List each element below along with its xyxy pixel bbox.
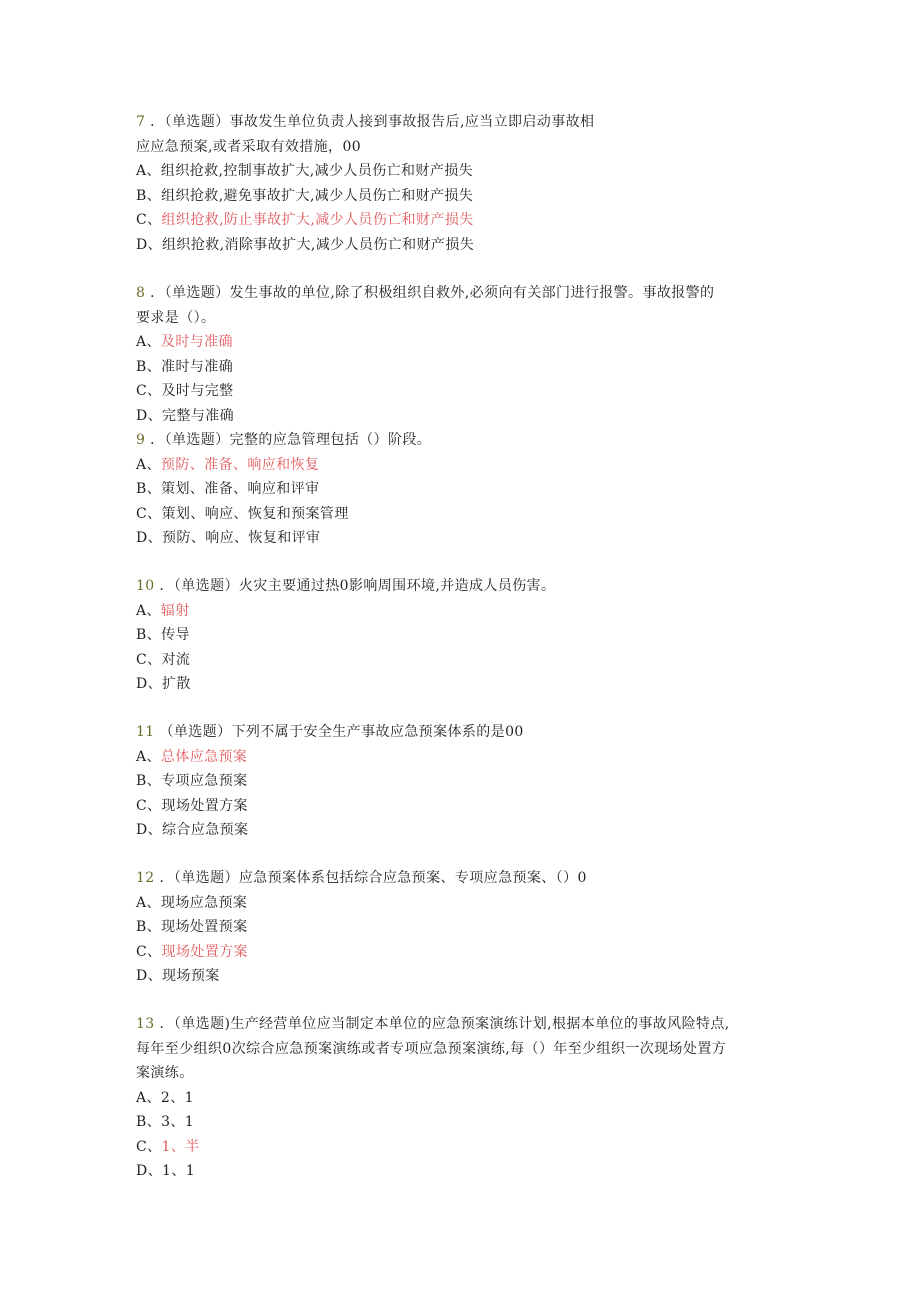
option-d xyxy=(136,672,796,697)
question-stem-line xyxy=(136,574,796,599)
option-b xyxy=(136,1110,796,1135)
question-stem-line xyxy=(136,110,796,135)
option-b xyxy=(136,355,796,380)
question-stem-line xyxy=(136,866,796,891)
question-stem-line: 应应急预案,或者采取有效措施，00 xyxy=(136,138,362,155)
question-number: 10 xyxy=(136,578,155,594)
option-text: 1、1 xyxy=(162,1163,196,1179)
option-text: 及时与完整 xyxy=(161,383,234,399)
question-stem-line xyxy=(136,428,796,453)
question-number: 7 xyxy=(136,114,146,130)
option-c xyxy=(136,379,796,404)
question-stem-text: ．（单选题）应急预案体系包括综合应急预案、专项应急预案、（）0 xyxy=(154,870,587,886)
option-text: 综合应急预案 xyxy=(162,822,249,838)
question-stem-text: （单选题）下列不属于安全生产事故应急预案体系的是00 xyxy=(154,724,524,740)
option-d xyxy=(136,964,796,989)
option-text: 组织抢救,避免事故扩大,减少人员伤亡和财产损失 xyxy=(161,187,474,204)
question-stem-line xyxy=(136,1012,796,1037)
option-d xyxy=(136,404,796,429)
option-letter: D、 xyxy=(136,676,163,692)
correct-answer-text: 总体应急预案 xyxy=(160,748,248,765)
question-stem-text: ．（单选题)生产经营单位应当制定本单位的应急预案演练计划,根据本单位的事故风险特点, xyxy=(154,1016,730,1032)
option-letter: A、 xyxy=(136,334,161,350)
option-text: 预防、响应、恢复和评审 xyxy=(162,530,321,546)
option-text: 传导 xyxy=(161,627,190,643)
option-text: 组织抢救,控制事故扩大,减少人员伤亡和财产损失 xyxy=(160,163,474,179)
option-b xyxy=(136,477,796,502)
correct-answer-text: 预防、准备、响应和恢复 xyxy=(160,456,320,473)
option-letter: D、 xyxy=(136,530,163,546)
option-letter: A、 xyxy=(136,602,161,619)
correct-answer-text: 及时与准确 xyxy=(160,334,233,350)
option-b xyxy=(136,184,796,209)
option-text: 策划、响应、恢复和预案管理 xyxy=(161,505,349,522)
option-c xyxy=(136,940,796,965)
option-c xyxy=(136,648,796,673)
option-letter: B、 xyxy=(136,627,162,643)
option-letter: C、 xyxy=(136,797,162,814)
option-d xyxy=(136,233,796,258)
option-letter: B、 xyxy=(136,187,162,204)
option-letter: B、 xyxy=(136,919,162,935)
option-letter: D、 xyxy=(136,822,163,838)
option-letter: B、 xyxy=(136,481,162,497)
option-c xyxy=(136,1135,796,1160)
option-c xyxy=(136,208,796,233)
question-11 xyxy=(136,720,796,843)
question-stem-line xyxy=(136,720,796,745)
option-letter: B、 xyxy=(136,358,162,375)
question-number: 11 xyxy=(136,724,155,740)
option-letter: A、 xyxy=(136,456,161,473)
option-letter: C、 xyxy=(136,651,162,668)
option-b xyxy=(136,769,796,794)
question-number: 12 xyxy=(136,870,155,886)
option-letter: B、 xyxy=(136,773,162,789)
option-letter: C、 xyxy=(136,505,162,522)
option-b xyxy=(136,915,796,940)
option-c xyxy=(136,794,796,819)
option-b xyxy=(136,623,796,648)
question-stem-text: ．（单选题）发生事故的单位,除了积极组织自救外,必须向有关部门进行报警。事故报警的 xyxy=(145,285,715,301)
option-letter: A、 xyxy=(136,748,161,765)
option-text: 组织抢救,消除事故扩大,减少人员伤亡和财产损失 xyxy=(162,236,475,253)
question-stem-text: ．（单选题）完整的应急管理包括（）阶段。 xyxy=(145,432,432,448)
option-text: 完整与准确 xyxy=(162,407,235,424)
option-text: 现场预案 xyxy=(162,968,220,984)
option-text: 现场处置方案 xyxy=(161,797,248,814)
option-a xyxy=(136,453,796,478)
question-number: 13 xyxy=(136,1016,155,1032)
option-letter: A、 xyxy=(136,894,161,911)
question-12 xyxy=(136,866,796,989)
option-text: 准时与准确 xyxy=(161,358,234,375)
question-stem-line xyxy=(136,281,796,306)
question-13 xyxy=(136,1012,796,1184)
option-letter: C、 xyxy=(136,383,162,399)
correct-answer-text: 1、半 xyxy=(161,1138,200,1155)
option-d xyxy=(136,818,796,843)
question-8 xyxy=(136,281,796,428)
option-letter: C、 xyxy=(136,1138,162,1155)
question-number: 9 xyxy=(136,432,146,448)
question-9 xyxy=(136,428,796,551)
option-a xyxy=(136,159,796,184)
correct-answer-text: 现场处置方案 xyxy=(161,943,248,960)
option-text: 专项应急预案 xyxy=(161,773,248,789)
option-a xyxy=(136,745,796,770)
option-a xyxy=(136,330,796,355)
option-a xyxy=(136,599,796,624)
option-letter: C、 xyxy=(136,943,162,960)
option-a xyxy=(136,891,796,916)
question-stem-line: 每年至少组织0次综合应急预案演练或者专项应急预案演练,每（）年至少组织一次现场处置方 xyxy=(136,1040,727,1057)
option-text: 3、1 xyxy=(161,1114,195,1130)
option-text: 对流 xyxy=(161,651,191,668)
option-letter: B、 xyxy=(136,1114,162,1130)
question-stem-line: 案演练。 xyxy=(136,1065,194,1081)
option-text: 扩散 xyxy=(162,676,191,692)
question-stem-text: ．（单选题）事故发生单位负责人接到事故报告后,应当立即启动事故相 xyxy=(145,114,595,130)
option-c xyxy=(136,502,796,527)
option-letter: A、 xyxy=(136,163,161,179)
option-letter: D、 xyxy=(136,407,163,424)
question-10 xyxy=(136,574,796,697)
option-letter: D、 xyxy=(136,236,163,253)
option-letter: A、 xyxy=(136,1089,161,1106)
option-text: 2、1 xyxy=(160,1089,194,1106)
option-text: 现场应急预案 xyxy=(160,894,248,911)
option-letter: D、 xyxy=(136,968,163,984)
question-stem-text: ．（单选题）火灾主要通过热0影响周围环境,并造成人员伤害。 xyxy=(154,578,556,594)
question-stem-line: 要求是（）。 xyxy=(136,309,216,326)
correct-answer-text: 辐射 xyxy=(160,602,190,619)
option-d xyxy=(136,526,796,551)
question-number: 8 xyxy=(136,285,146,301)
option-letter: D、 xyxy=(136,1163,163,1179)
question-7 xyxy=(136,110,796,257)
option-text: 策划、准备、响应和评审 xyxy=(161,481,320,497)
option-a xyxy=(136,1086,796,1111)
option-letter: C、 xyxy=(136,212,162,228)
correct-answer-text: 组织抢救,防止事故扩大,减少人员伤亡和财产损失 xyxy=(161,212,474,228)
option-d xyxy=(136,1159,796,1184)
option-text: 现场处置预案 xyxy=(161,919,248,935)
